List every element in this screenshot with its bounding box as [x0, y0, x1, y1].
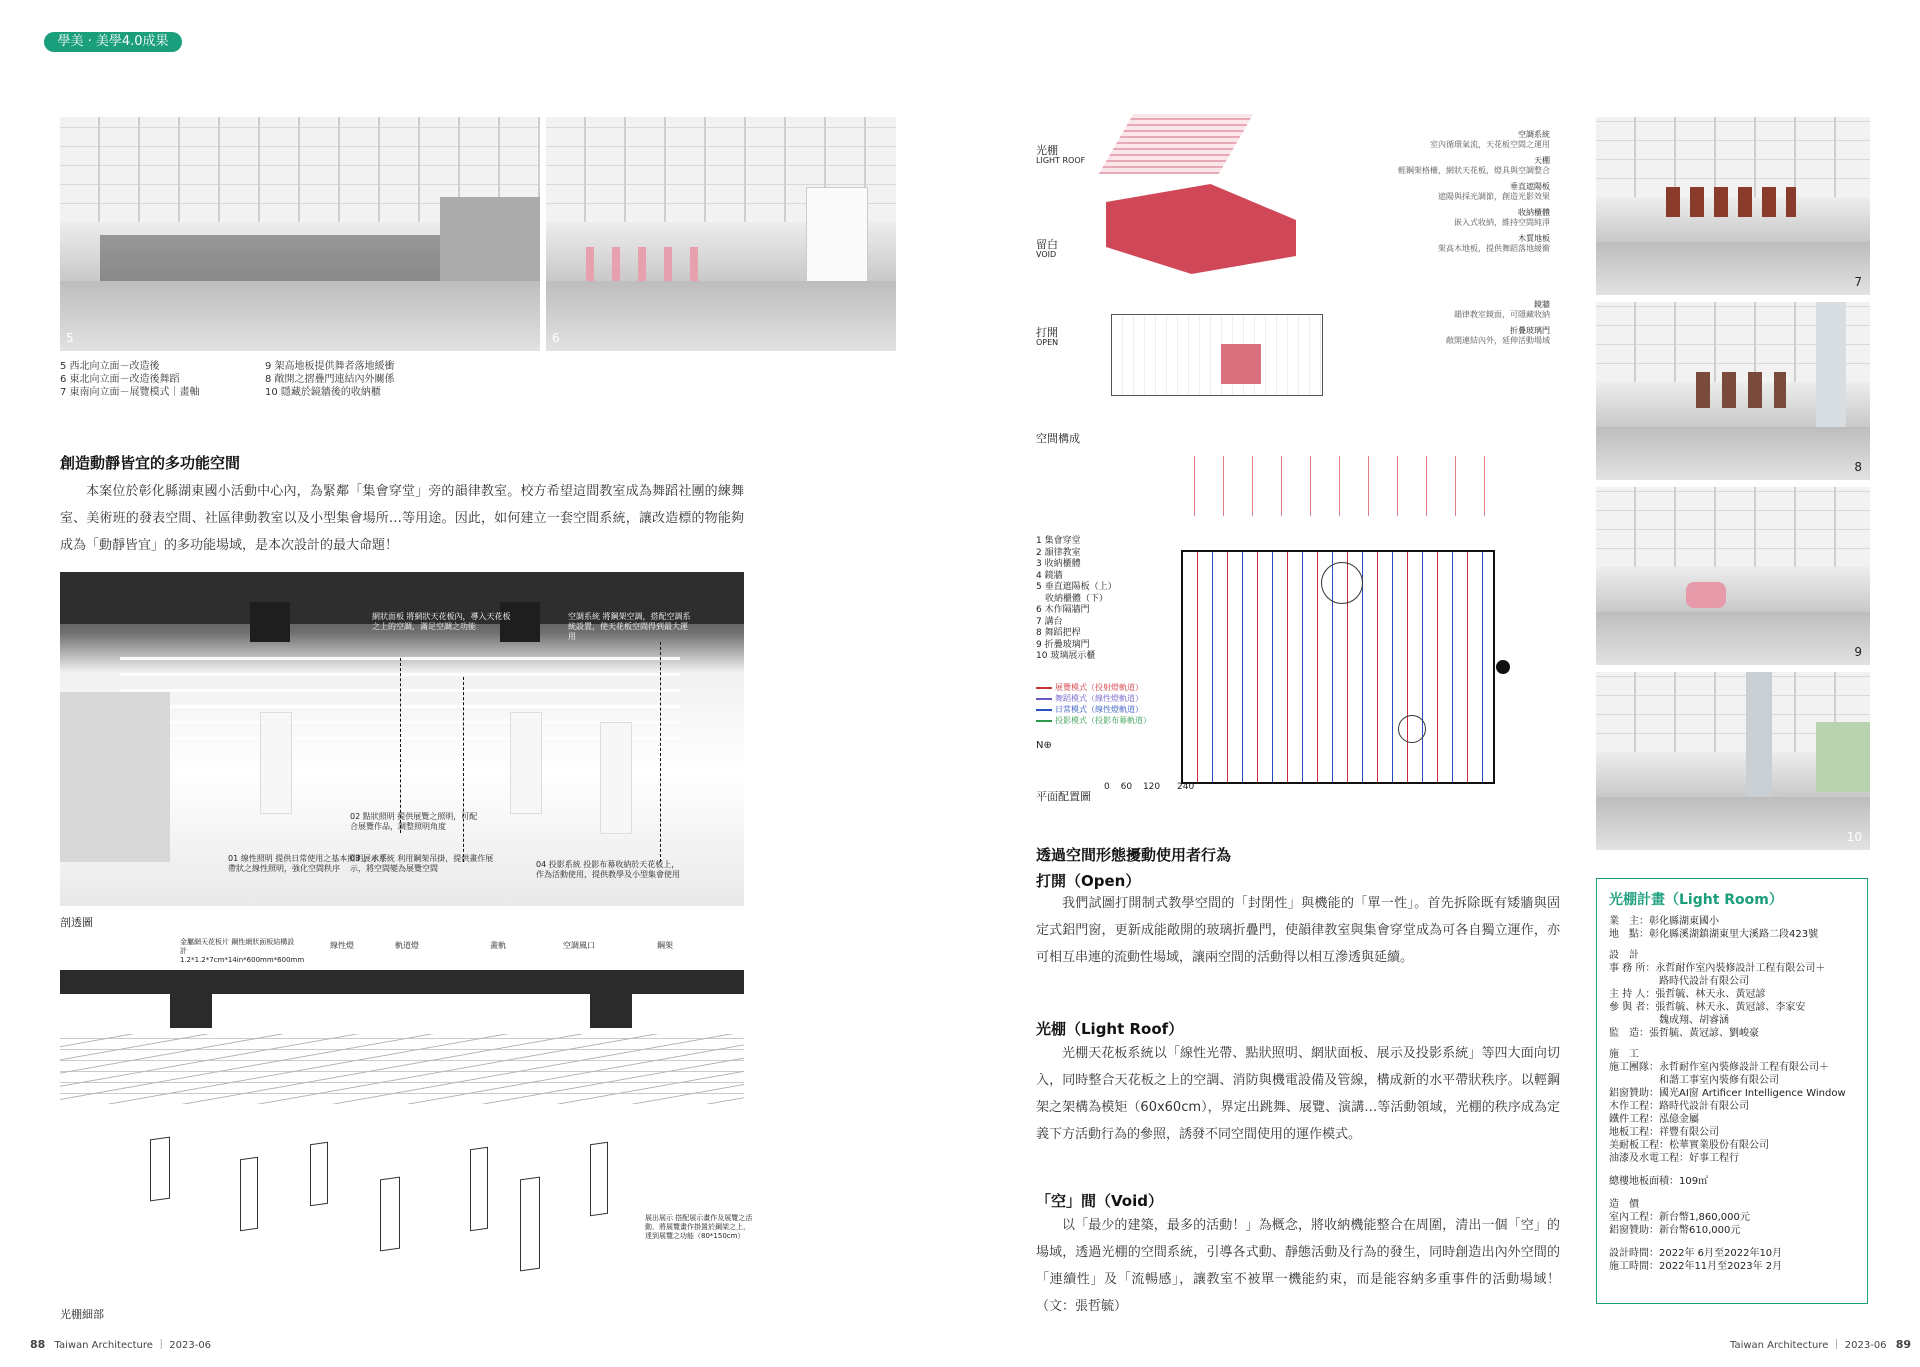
info-row: 施工團隊：永哲耐作室內裝修設計工程有限公司＋ [1609, 1062, 1829, 1073]
info-row: 參 與 者：張哲毓、林天永、黃冠諺、李家安 [1609, 1002, 1806, 1013]
plan-legend-item: 4 鏡牆 [1036, 570, 1063, 581]
caption-line: 9 架高地板提供舞者落地緩衝 [265, 361, 395, 372]
layer-label: 留白 [1036, 238, 1058, 251]
footer-left [30, 1336, 211, 1351]
caption-line: 10 隱藏於鏡牆後的收納櫃 [265, 387, 381, 398]
open-layer [1111, 314, 1323, 396]
info-row: 地 點：彰化縣溪湖鎮湖東里大溪路二段423號 [1609, 929, 1819, 940]
void-layer [1106, 184, 1296, 274]
info-row: 總樓地板面積：109㎡ [1609, 1176, 1709, 1187]
plan-legend-item: 3 收納櫃體 [1036, 559, 1081, 569]
plan-legend-item: 2 韻律教室 [1036, 547, 1081, 558]
callout-linear-light: 01 線性照明 提供日常使用之基本照明，水平帶狀之線性照明，強化空間秩序 [228, 854, 388, 873]
rotating-fixture [1398, 715, 1426, 743]
info-row: 主 持 人：張哲毓、林天永、黃冠諺 [1609, 989, 1766, 1000]
plan-legend-item: 5 垂直遮陽板（上） [1036, 582, 1117, 592]
light-roof-detail-figure [60, 938, 753, 1298]
leader-line [660, 642, 662, 862]
hanging-panel [240, 1157, 258, 1232]
mode-legend-item: 舞蹈模式（線性燈軌道） [1036, 693, 1176, 704]
info-row: 木作工程：路時代設計有限公司 [1609, 1101, 1749, 1112]
info-row: 美耐板工程：松華實業股份有限公司 [1609, 1140, 1769, 1151]
section-title: 透過空間形態擾動使用者行為 [1036, 846, 1232, 864]
info-row: 監 造：張哲毓、黃冠諺、劉峻豪 [1609, 1028, 1759, 1039]
caption-line: 5 西北向立面－改造後 [60, 361, 160, 372]
component-label: 木質地板 [1518, 234, 1550, 243]
component-list [1376, 130, 1550, 346]
roof-beam [170, 988, 212, 1028]
info-row: 鋁窗贊助：新台幣610,000元 [1609, 1225, 1741, 1236]
subsection-title: 打開（Open） [1036, 872, 1141, 890]
caption-line: 6 東北向立面－改造後舞蹈 [60, 374, 180, 385]
component-desc: 韻律教室鏡面，可隱藏收納 [1454, 310, 1550, 319]
footer-right [1730, 1336, 1911, 1351]
callout-hvac: 空調系統 將鋼架空調，搭配空調系統設置，使天花板空間得到最大運用 [568, 612, 691, 641]
info-row: 業 主：彰化縣湖東國小 [1609, 916, 1719, 927]
header-section-tag: 學美 · 美學4.0成果 [44, 32, 182, 52]
axonometric-diagram [1036, 114, 1550, 404]
photo-9 [1596, 487, 1870, 665]
leader-line [463, 677, 465, 862]
section-body: 本案位於彰化縣湖東國小活動中心內，為緊鄰「集會穿堂」旁的韻律教室。校方希望這間教室成為舞蹈社團的練舞室、美術班的發表空間、社區律動教室以及小型集會場所…等用途。因此，如何建立一套空間系統，讓改造標的物能夠成為「動靜皆宜」的多功能場域，是本次設計的最大命題！ [60, 484, 744, 553]
layer-label: 光棚 [1036, 144, 1058, 157]
callout-display: 03 展示系統 利用鋼架吊掛，提供畫作展示，將空間變為展覽空間 [350, 854, 494, 873]
figure-caption: 剖透圖 [60, 916, 93, 929]
layer-label: 打開 [1036, 326, 1058, 339]
component-label: 鏡牆 [1534, 300, 1550, 309]
info-row: 路時代設計有限公司 [1609, 976, 1749, 987]
subsection-body: 光棚天花板系統以「線性光帶、點狀照明、網狀面板、展示及投影系統」等四大面向切入，同時整合天花板之上的空調、消防與機電設備及管線，構成新的水平帶狀秩序。以輕鋼架之架構為模矩（60x60cm），界定出跳舞、展覽、演講…等活動領域，光棚的秩序成為定義下方活動行為的參照，誘發不同空間使用的運作模式。 [1036, 1046, 1560, 1142]
plan-legend [1036, 536, 1176, 663]
component-desc: 嵌入式收納，維持空間純淨 [1454, 218, 1550, 227]
detail-label: 線性燈 [330, 941, 354, 950]
mode-legend [1036, 682, 1176, 726]
plan-legend-item: 8 舞蹈把桿 [1036, 628, 1081, 638]
layer-label-en: OPEN [1036, 338, 1059, 347]
subsection-body: 我們試圖打開制式教學空間的「封閉性」與機能的「單一性」。首先拆除既有矮牆與固定式鋁門窗，更新成能敞開的玻璃折疊門，使韻律教室與集會穿堂成為可各自獨立運作，亦可相互串連的流動性場域，讓兩空間的活動得以相互滲透與延續。 [1036, 896, 1560, 965]
caption-line: 8 敞開之摺疊門連結內外關係 [265, 374, 395, 385]
rotating-fixture [1321, 562, 1363, 604]
plan-legend-item: 收納櫃體（下） [1036, 593, 1109, 604]
info-row: 鋁窗贊助：國光AI窗 Artificer Intelligence Window [1609, 1088, 1846, 1099]
info-row: 設 計 [1609, 950, 1639, 961]
component-desc: 架高木地板，提供舞蹈落地緩衝 [1438, 244, 1550, 253]
project-info-box [1596, 878, 1868, 1304]
layer-label-en: LIGHT ROOF [1036, 156, 1086, 165]
page-number: 88 [30, 1338, 46, 1351]
photo-number: 7 [1854, 275, 1862, 289]
scale-label: 120 [1142, 782, 1161, 792]
roof-beam [590, 988, 632, 1028]
hanging-panel [150, 1137, 170, 1202]
component-desc: 室內循環氣流，天花板空間之運用 [1430, 140, 1550, 149]
component-label: 折疊玻璃門 [1510, 326, 1550, 335]
window-view [1816, 722, 1870, 792]
photo-captions-col1 [60, 360, 260, 399]
left-window-wall [60, 692, 170, 862]
subsection-body: 以「最少的建築，最多的活動！」為概念，將收納機能整合在周圍，清出一個「空」的場域，透過光棚的空間系統，引導各式動、靜態活動及行為的發生，同時創造出內外空間的「連續性」及「流暢感」，讓教室不被單一機能約束，而是能容納多重事件的活動場域！（文：張哲毓） [1036, 1218, 1560, 1314]
section-title: 創造動靜皆宜的多功能空間 [60, 454, 241, 472]
mode-legend-item: 投影模式（投影布幕軌道） [1036, 715, 1176, 726]
photo-number: 9 [1854, 645, 1862, 659]
layer-label-en: VOID [1036, 250, 1057, 259]
photo-captions-col2 [265, 360, 505, 399]
detail-label: 鋼架 [657, 941, 673, 950]
ceiling-grid [60, 1034, 744, 1104]
info-row: 地板工程：祥豐有限公司 [1609, 1127, 1719, 1138]
photo-number: 10 [1846, 830, 1862, 844]
component-label: 垂直遮陽板 [1510, 182, 1550, 191]
floor-plan [1036, 450, 1556, 790]
component-label: 天棚 [1534, 156, 1550, 165]
subsection-title: 「空」間（Void） [1036, 1192, 1163, 1210]
light-roof-layer [1099, 114, 1254, 174]
info-row: 施工時間：2022年11月至2023年 2月 [1609, 1261, 1783, 1272]
photo-6 [546, 117, 896, 351]
footer-text: Taiwan Architecture ｜ 2023-06 [54, 1340, 212, 1351]
photo-number: 8 [1854, 460, 1862, 474]
info-row: 鐵件工程：泓億金屬 [1609, 1114, 1699, 1125]
info-box-title: 光棚計畫（Light Room） [1609, 892, 1783, 908]
detail-label: 空調風口 [563, 941, 595, 950]
info-row: 和諧工事室內裝修有限公司 [1609, 1075, 1779, 1086]
scale-label: 240 [1177, 782, 1195, 792]
display-panel [600, 722, 632, 834]
component-desc: 輕鋼架格柵，網狀天花板，燈具與空調整合 [1398, 166, 1550, 175]
folding-door [1221, 344, 1261, 384]
hanging-panel [470, 1147, 488, 1232]
plan-legend-item: 9 折疊玻璃門 [1036, 639, 1090, 650]
leader-line [400, 658, 402, 833]
beam [250, 602, 290, 642]
roof-slab [60, 970, 744, 994]
photo-8 [1596, 302, 1870, 480]
detail-label: 軌道燈 [395, 941, 419, 950]
info-row: 事 務 所：永哲耐作室內裝修設計工程有限公司＋ [1609, 963, 1826, 974]
section-perspective-figure [60, 572, 744, 906]
callout-spot-light: 02 點狀照明 提供展覽之照明，可配合展覽作品，調整照明角度 [350, 812, 478, 831]
detail-label: 金屬網天花板片 鋼性網狀面板結構設計 1.2*1.2*7cm*14in*600mm*600mm [180, 938, 305, 964]
footer-text: Taiwan Architecture ｜ 2023-06 [1730, 1340, 1887, 1351]
figure-caption: 空間構成 [1036, 432, 1080, 445]
grid-axis-lines [1166, 456, 1496, 516]
column-dot [1496, 660, 1510, 674]
detail-label: 展出展示 搭配展示畫作及展覽之活動，將展覽畫作掛置於鋼架之上，達到展覽之功能（80*150cm） [645, 1214, 753, 1240]
photo-number: 5 [66, 331, 74, 345]
photo-5 [60, 117, 540, 351]
subsection-title: 光棚（Light Roof） [1036, 1020, 1184, 1038]
hanging-panel [590, 1142, 608, 1217]
plan-legend-item: 6 木作隔牆門 [1036, 605, 1090, 615]
component-desc: 遮陽與採光調節，創造光影效果 [1438, 192, 1550, 201]
info-row: 魏成翔、胡睿涵 [1609, 1015, 1729, 1026]
plan-legend-item: 1 集會穿堂 [1036, 536, 1081, 546]
info-box-rows [1609, 915, 1861, 1273]
component-label: 空調系統 [1518, 130, 1550, 139]
scale-label: 0 [1104, 782, 1110, 792]
component-desc: 敞開連結內外，延伸活動場域 [1446, 336, 1550, 345]
display-panel [260, 712, 292, 814]
info-row: 室內工程：新台幣1,860,000元 [1609, 1212, 1750, 1223]
callout-mesh-panel: 網狀面板 將網狀天花板內，導入天花板之上的空調，滿足空調之功能 [372, 612, 511, 631]
detail-label: 畫軌 [490, 941, 506, 950]
caption-line: 7 東南向立面－展覽模式｜畫軸 [60, 387, 200, 398]
plan-legend-item: 10 玻璃展示櫃 [1036, 651, 1096, 661]
figure-caption: 光棚細部 [60, 1308, 104, 1321]
callout-projection: 04 投影系統 投影布幕收納於天花板上，作為活動使用，提供教學及小型集會使用 [536, 860, 680, 879]
component-label: 收納櫃體 [1518, 208, 1550, 217]
artworks [1666, 187, 1796, 217]
north-arrow: N⊕ [1036, 740, 1052, 751]
photo-7 [1596, 117, 1870, 295]
figure-caption: 平面配置圖 [1036, 790, 1091, 803]
hanging-panel [380, 1177, 400, 1252]
info-row: 設計時間：2022年 6月至2022年10月 [1609, 1248, 1783, 1259]
mode-legend-item: 日常模式（線性燈軌道） [1036, 704, 1176, 715]
hanging-panel [520, 1177, 540, 1272]
info-row: 油漆及水電工程：好事工程行 [1609, 1153, 1739, 1164]
page-number: 89 [1895, 1338, 1912, 1351]
info-row: 造 價 [1609, 1199, 1639, 1210]
plan-legend-item: 7 講台 [1036, 616, 1063, 627]
info-row: 施 工 [1609, 1049, 1639, 1060]
photo-number: 6 [552, 331, 560, 345]
artworks [1696, 372, 1786, 408]
mode-legend-item: 展覽模式（投射燈軌道） [1036, 682, 1176, 693]
scale-bar [1104, 782, 1194, 792]
hanging-panel [310, 1142, 328, 1207]
display-panel [510, 712, 542, 814]
photo-10 [1596, 672, 1870, 850]
dancer [1686, 582, 1726, 608]
scale-label: 60 [1120, 782, 1133, 792]
